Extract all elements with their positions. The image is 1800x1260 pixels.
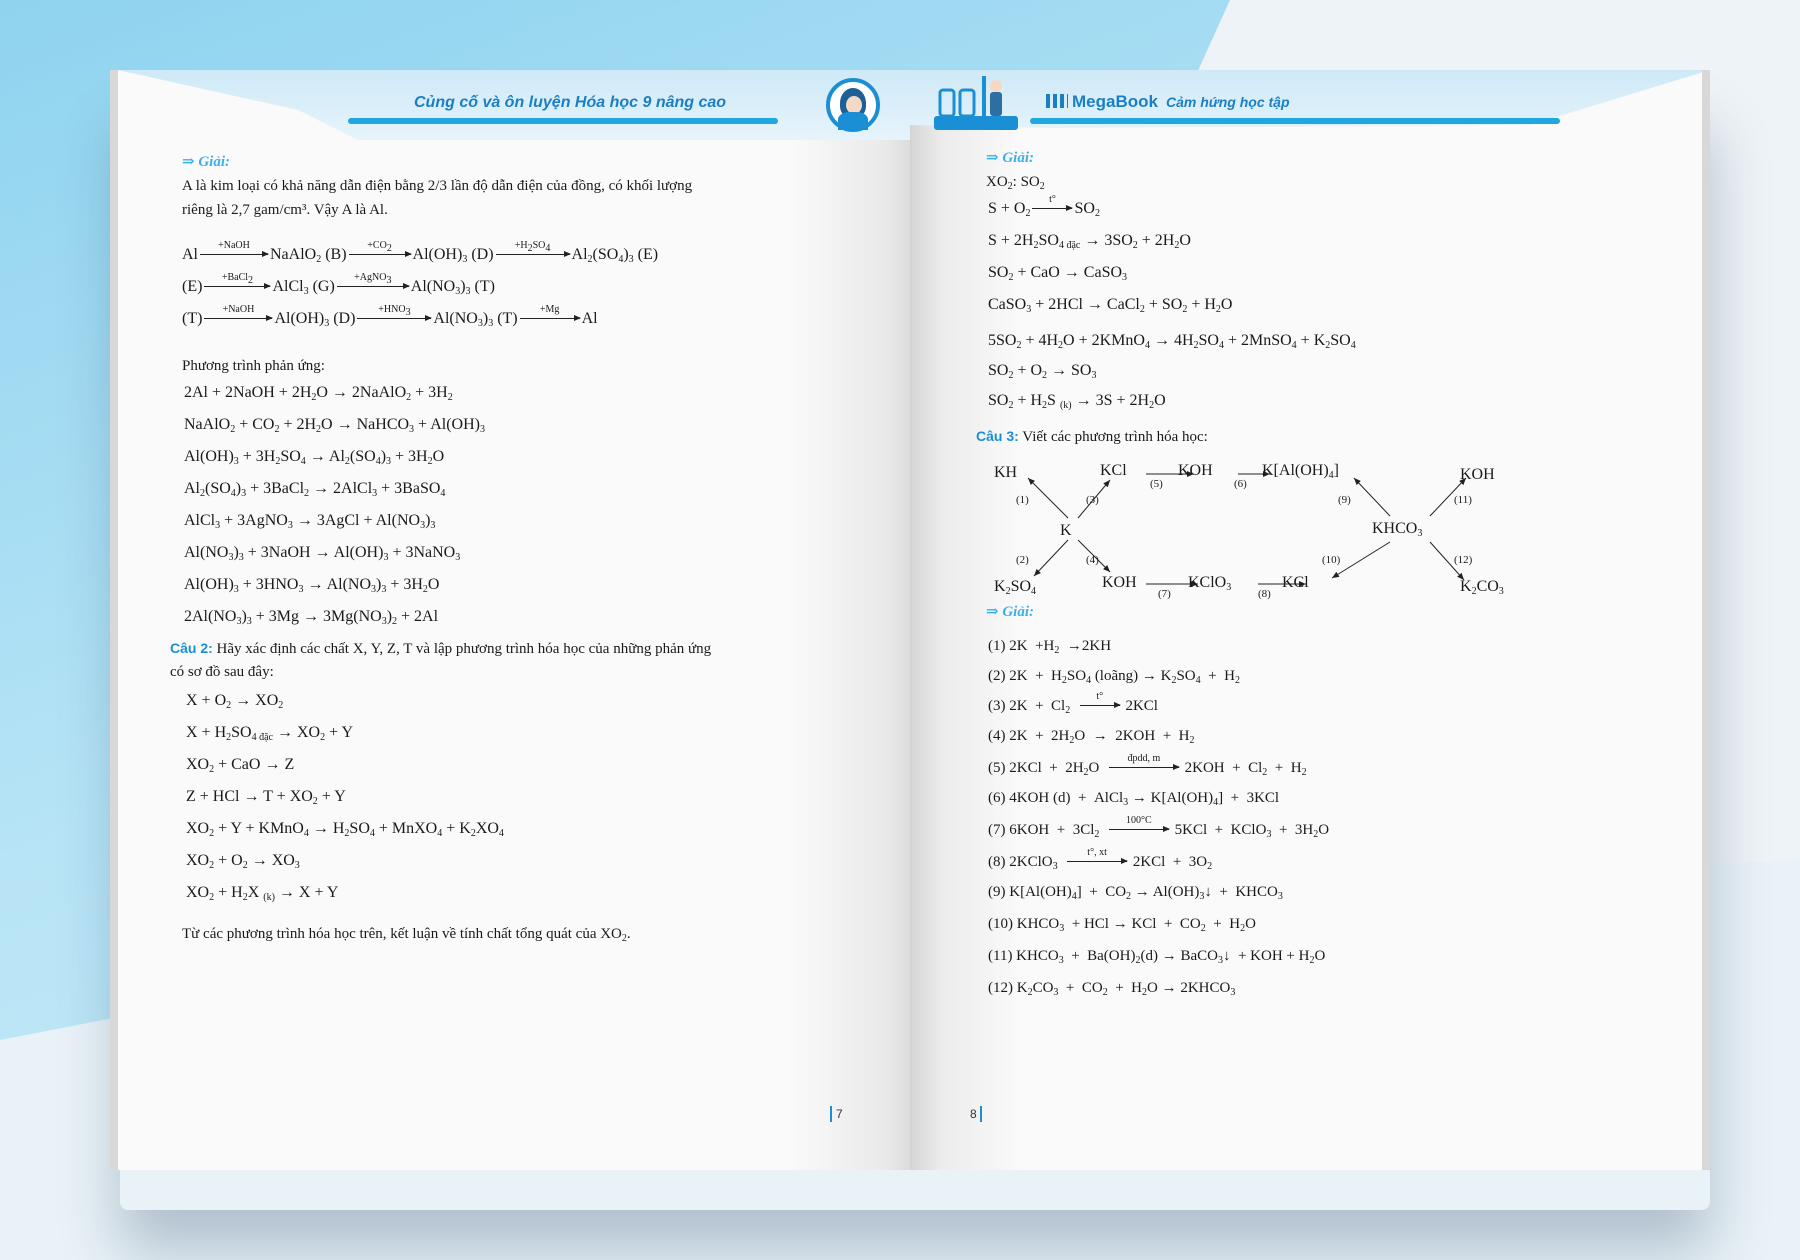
equation: $X + O_2 \to XO_2$ xyxy=(186,692,284,711)
solution-heading: ⇒ Giải: xyxy=(182,154,230,170)
step-label: (4) xyxy=(1086,554,1099,566)
page-number-bar xyxy=(980,1106,982,1122)
equation: CaSO$_3$ + 2HCl → CaCl$_2$ + $SO_2 + H_2O$ xyxy=(988,296,1233,315)
step-label: (11) xyxy=(1454,494,1472,506)
equation: $S + O_2$ t° $SO_2$ xyxy=(988,194,1100,219)
equation: $Al(OH)_3 + 3H_2SO_4 \to Al_2(SO_4)_3 + 3H_2O$ xyxy=(184,448,445,467)
step-label: (12) xyxy=(1454,554,1473,566)
equation: $XO_2 + H_2X$ $_{(k)}$ → X + Y xyxy=(186,884,339,903)
step-label: (3) xyxy=(1086,494,1099,506)
paragraph-line: riêng là 2,7 gam/cm³. Vậy A là Al. xyxy=(182,202,388,218)
equation: $XO_2$: $SO_2$ xyxy=(986,174,1045,192)
equation: Z + HCl → $T + XO_2 + Y$ xyxy=(186,788,346,807)
equation: $2Al(NO_3)_3 + 3Mg \to 3Mg(NO_3)_2 + 2Al$ xyxy=(184,608,439,627)
step-label: (6) xyxy=(1234,478,1247,490)
equation: AlCl$_3$ + 3AgNO$_3$ → 3AgCl + $Al(NO_3)_3$ xyxy=(184,512,436,531)
brand-logo: MegaBook Cảm hứng học tập xyxy=(1046,92,1290,112)
equation: $Al(NO_3)_3$ + 3NaOH → $Al(OH)_3$ + 3NaNO$_3$ xyxy=(184,544,461,563)
node-koh-bottom: KOH xyxy=(1102,574,1137,591)
lab-equipment-icon xyxy=(930,76,1022,134)
equation: $Al(OH)_3 + 3HNO_3 \to Al(NO_3)_3 + 3H_2O$ xyxy=(184,576,440,595)
node-k2so4: $K_2SO_4$ xyxy=(994,578,1037,597)
page-number: 7 xyxy=(836,1107,843,1121)
reaction-chain: (T) +NaOH $Al(OH)_3$ (D) $+HNO_3$ $Al(NO_3)_3$ (T) +Mg Al xyxy=(182,304,598,329)
equation: $SO_2 + H_2S$ $_{(k)} \to 3S + 2H_2O$ xyxy=(988,392,1166,411)
step-label: (7) xyxy=(1158,588,1171,600)
node-kh: KH xyxy=(994,464,1018,481)
question-label: Câu 2: xyxy=(170,640,213,656)
equation: (5) $2KCl + 2H_2O$ đpdd, m $2KOH + Cl_2 + H_2$ xyxy=(988,753,1307,778)
header-band xyxy=(910,70,1710,140)
header-underline xyxy=(348,118,778,124)
equation: $SO_2 + O_2 \to SO_3$ xyxy=(988,362,1097,381)
equation: (12) $K_2CO_3 + CO_2 + H_2O$ → $2KHCO_3$ xyxy=(988,980,1236,998)
teacher-avatar-icon xyxy=(826,78,880,132)
equation: (8) 2KClO$_3$ t°, xt $2KCl + 3O_2$ xyxy=(988,847,1213,872)
equation: $SO_2$ + CaO → CaSO$_3$ xyxy=(988,264,1128,283)
question-text: Hãy xác định các chất X, Y, Z, T và lập phương trình hóa học của những phản ứng xyxy=(216,641,712,657)
arrow-10 xyxy=(1332,542,1390,578)
node-khco3: $KHCO_3$ xyxy=(1372,520,1423,539)
node-koh-right: KOH xyxy=(1460,466,1495,483)
equation: $5SO_2 + 4H_2O$ + 2KMnO$_4$ → $4H_2SO_4$ + 2MnSO$_4$ + $K_2SO_4$ xyxy=(988,332,1356,351)
arrow-9 xyxy=(1354,478,1390,516)
equation: $XO_2 + O_2 \to XO_3$ xyxy=(186,852,300,871)
equation: (6) 4KOH (d) + AlCl$_3$ → $K[Al(OH)_4] + 3KCl$ xyxy=(988,790,1280,808)
equation: (2) $2K + H_2SO_4$ (loãng) → $K_2SO_4 + H_2$ xyxy=(988,668,1240,686)
solution-heading: ⇒ Giải: xyxy=(986,604,1034,620)
question-3 xyxy=(976,424,1208,449)
equation: (10) $KHCO_3$ + HCl → KCl + $CO_2 + H_2O$ xyxy=(988,916,1256,934)
step-label: (1) xyxy=(1016,494,1029,506)
equation: 2Al + 2NaOH + $2H_2O$ → 2NaAlO$_2$ + $3H_2$ xyxy=(184,384,453,403)
conclusion-text: Từ các phương trình hóa học trên, kết luận về tính chất tổng quát của $XO_2$. xyxy=(182,926,631,944)
node-kcl-bottom: KCl xyxy=(1282,574,1309,591)
arrow-1 xyxy=(1028,478,1068,518)
page-number-bar xyxy=(830,1106,832,1122)
book-title: Củng cố và ôn luyện Hóa học 9 nâng cao xyxy=(414,94,727,111)
node-kclo3: KClO$_3$ xyxy=(1188,574,1232,593)
step-label: (9) xyxy=(1338,494,1351,506)
equation: (3) $2K + Cl_2$ t° 2KCl xyxy=(988,691,1158,716)
equation: (1) $2K +H_2 \to 2KH$ xyxy=(988,638,1112,656)
question-text: có sơ đồ sau đây: xyxy=(170,664,274,680)
logo-bars-icon xyxy=(1046,94,1068,108)
question-text: Viết các phương trình hóa học: xyxy=(1022,429,1208,445)
reaction-chain: (E) +BaCl$_2$ AlCl$_3$ (G) +AgNO$_3$ $Al(NO_3)_3$ (T) xyxy=(182,272,495,297)
step-label: (2) xyxy=(1016,554,1029,566)
equation: $XO_2$ + CaO → Z xyxy=(186,756,295,775)
step-label: (5) xyxy=(1150,478,1163,490)
page-number: 8 xyxy=(970,1107,977,1121)
equation: (11) $KHCO_3 + Ba(OH)_2(d)$ → BaCO$_3$↓ + KOH + $H_2O$ xyxy=(988,948,1326,966)
step-label: (10) xyxy=(1322,554,1341,566)
left-page xyxy=(110,70,910,1170)
paragraph-line: A là kim loại có khả năng dẫn điện bằng 2/3 lần độ dẫn điện của đồng, có khối lượng xyxy=(182,178,693,194)
equation: (4) $2K + 2H_2O \to 2KOH + H_2$ xyxy=(988,728,1195,746)
equation: $XO_2 + Y$ + KMnO$_4$ → $H_2SO_4$ + MnXO$_4$ + $K_2XO_4$ xyxy=(186,820,504,839)
node-kaloh4: $K[Al(OH)_4]$ xyxy=(1262,462,1339,481)
node-k2co3: $K_2CO_3$ xyxy=(1460,578,1504,597)
solution-heading: ⇒ Giải: xyxy=(986,150,1034,166)
right-page xyxy=(910,70,1710,1170)
step-label: (8) xyxy=(1258,588,1271,600)
header-underline xyxy=(1030,118,1560,124)
question-2 xyxy=(170,636,711,661)
question-label: Câu 3: xyxy=(976,428,1019,444)
node-kcl: KCl xyxy=(1100,462,1127,479)
arrow-2 xyxy=(1034,540,1068,576)
node-k: K xyxy=(1060,522,1072,539)
section-label: Phương trình phản ứng: xyxy=(182,358,325,374)
equation: (9) $K[Al(OH)_4] + CO_2$ → $Al(OH)_3↓$ + $KHCO_3$ xyxy=(988,884,1283,902)
equation: $Al_2(SO_4)_3$ + 3BaCl$_2$ → 2AlCl$_3$ + 3BaSO$_4$ xyxy=(184,480,446,499)
reaction-chain: Al +NaOH NaAlO$_2$ (B) $+CO_2$ $Al(OH)_3$ (D) $+H_2SO_4$ $Al_2(SO_4)_3$ (E) xyxy=(182,240,659,265)
equation: $X + H_2SO_{4 đặc} \to XO_2 + Y$ xyxy=(186,724,354,743)
node-koh: KOH xyxy=(1178,462,1213,479)
equation: NaAlO$_2$ + $CO_2 + 2H_2O$ → NaHCO$_3$ + $Al(OH)_3$ xyxy=(184,416,485,435)
equation: $S + 2H_2SO_{4 đặc} \to 3SO_2 + 2H_2O$ xyxy=(988,232,1191,251)
equation: (7) $6KOH + 3Cl_2$ 100°C 5KCl + KClO$_3$ + $3H_2O$ xyxy=(988,815,1330,840)
